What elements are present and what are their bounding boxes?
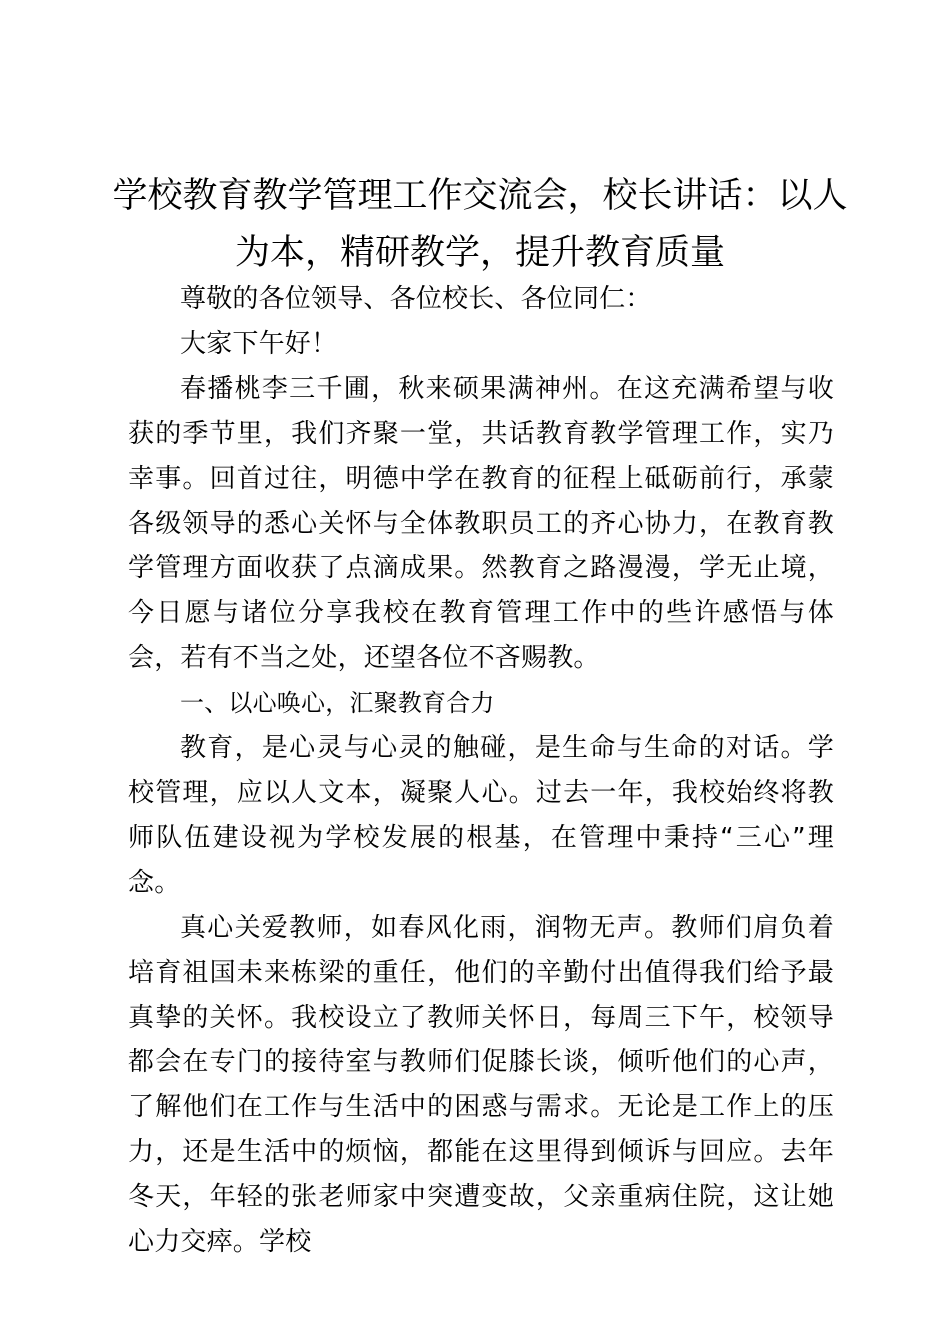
section-heading: 一、以心唤心，汇聚教育合力 <box>180 689 495 718</box>
document-title: 学校教育教学管理工作交流会，校长讲话：以人为本，精研教学，提升教育质量 <box>112 176 848 273</box>
paragraph: 教育，是心灵与心灵的触碰，是生命与生命的对话。学校管理，应以人文本，凝聚人心。过去一年，我校始终将教师队伍建设视为学校发展的根基，在管理中秉持“三心”理念。 <box>128 733 834 898</box>
greeting: 大家下午好！ <box>180 328 338 359</box>
document-body <box>128 277 834 1265</box>
paragraph: 春播桃李三千圃，秋来硕果满神州。在这充满希望与收获的季节里，我们齐聚一堂，共话教育教学管理工作，实乃幸事。回首过往，明德中学在教育的征程上砥砺前行，承蒙各级领导的悉心关怀与全体教职员工的齐心协力，在教育教学管理方面收获了点滴成果。然教育之路漫漫，学无止境，今日愿与诸位分享我校在教育管理工作中的些许感悟与体会，若有不当之处，还望各位不吝赐教。 <box>128 373 834 674</box>
salutation: 尊敬的各位领导、各位校长、各位同仁： <box>180 284 652 314</box>
paragraph: 真心关爱教师，如春风化雨，润物无声。教师们肩负着培育祖国未来栋梁的重任，他们的辛勤付出值得我们给予最真挚的关怀。我校设立了教师关怀日，每周三下午，校领导都会在专门的接待室与教师们促膝长谈，倾听他们的心声，了解他们在工作与生活中的困惑与需求。无论是工作上的压力，还是生活中的烦恼，都能在这里得到倾诉与回应。去年冬天，年轻的张老师家中突遭变故，父亲重病住院，这让她心力交瘁。学校 <box>128 912 834 1258</box>
